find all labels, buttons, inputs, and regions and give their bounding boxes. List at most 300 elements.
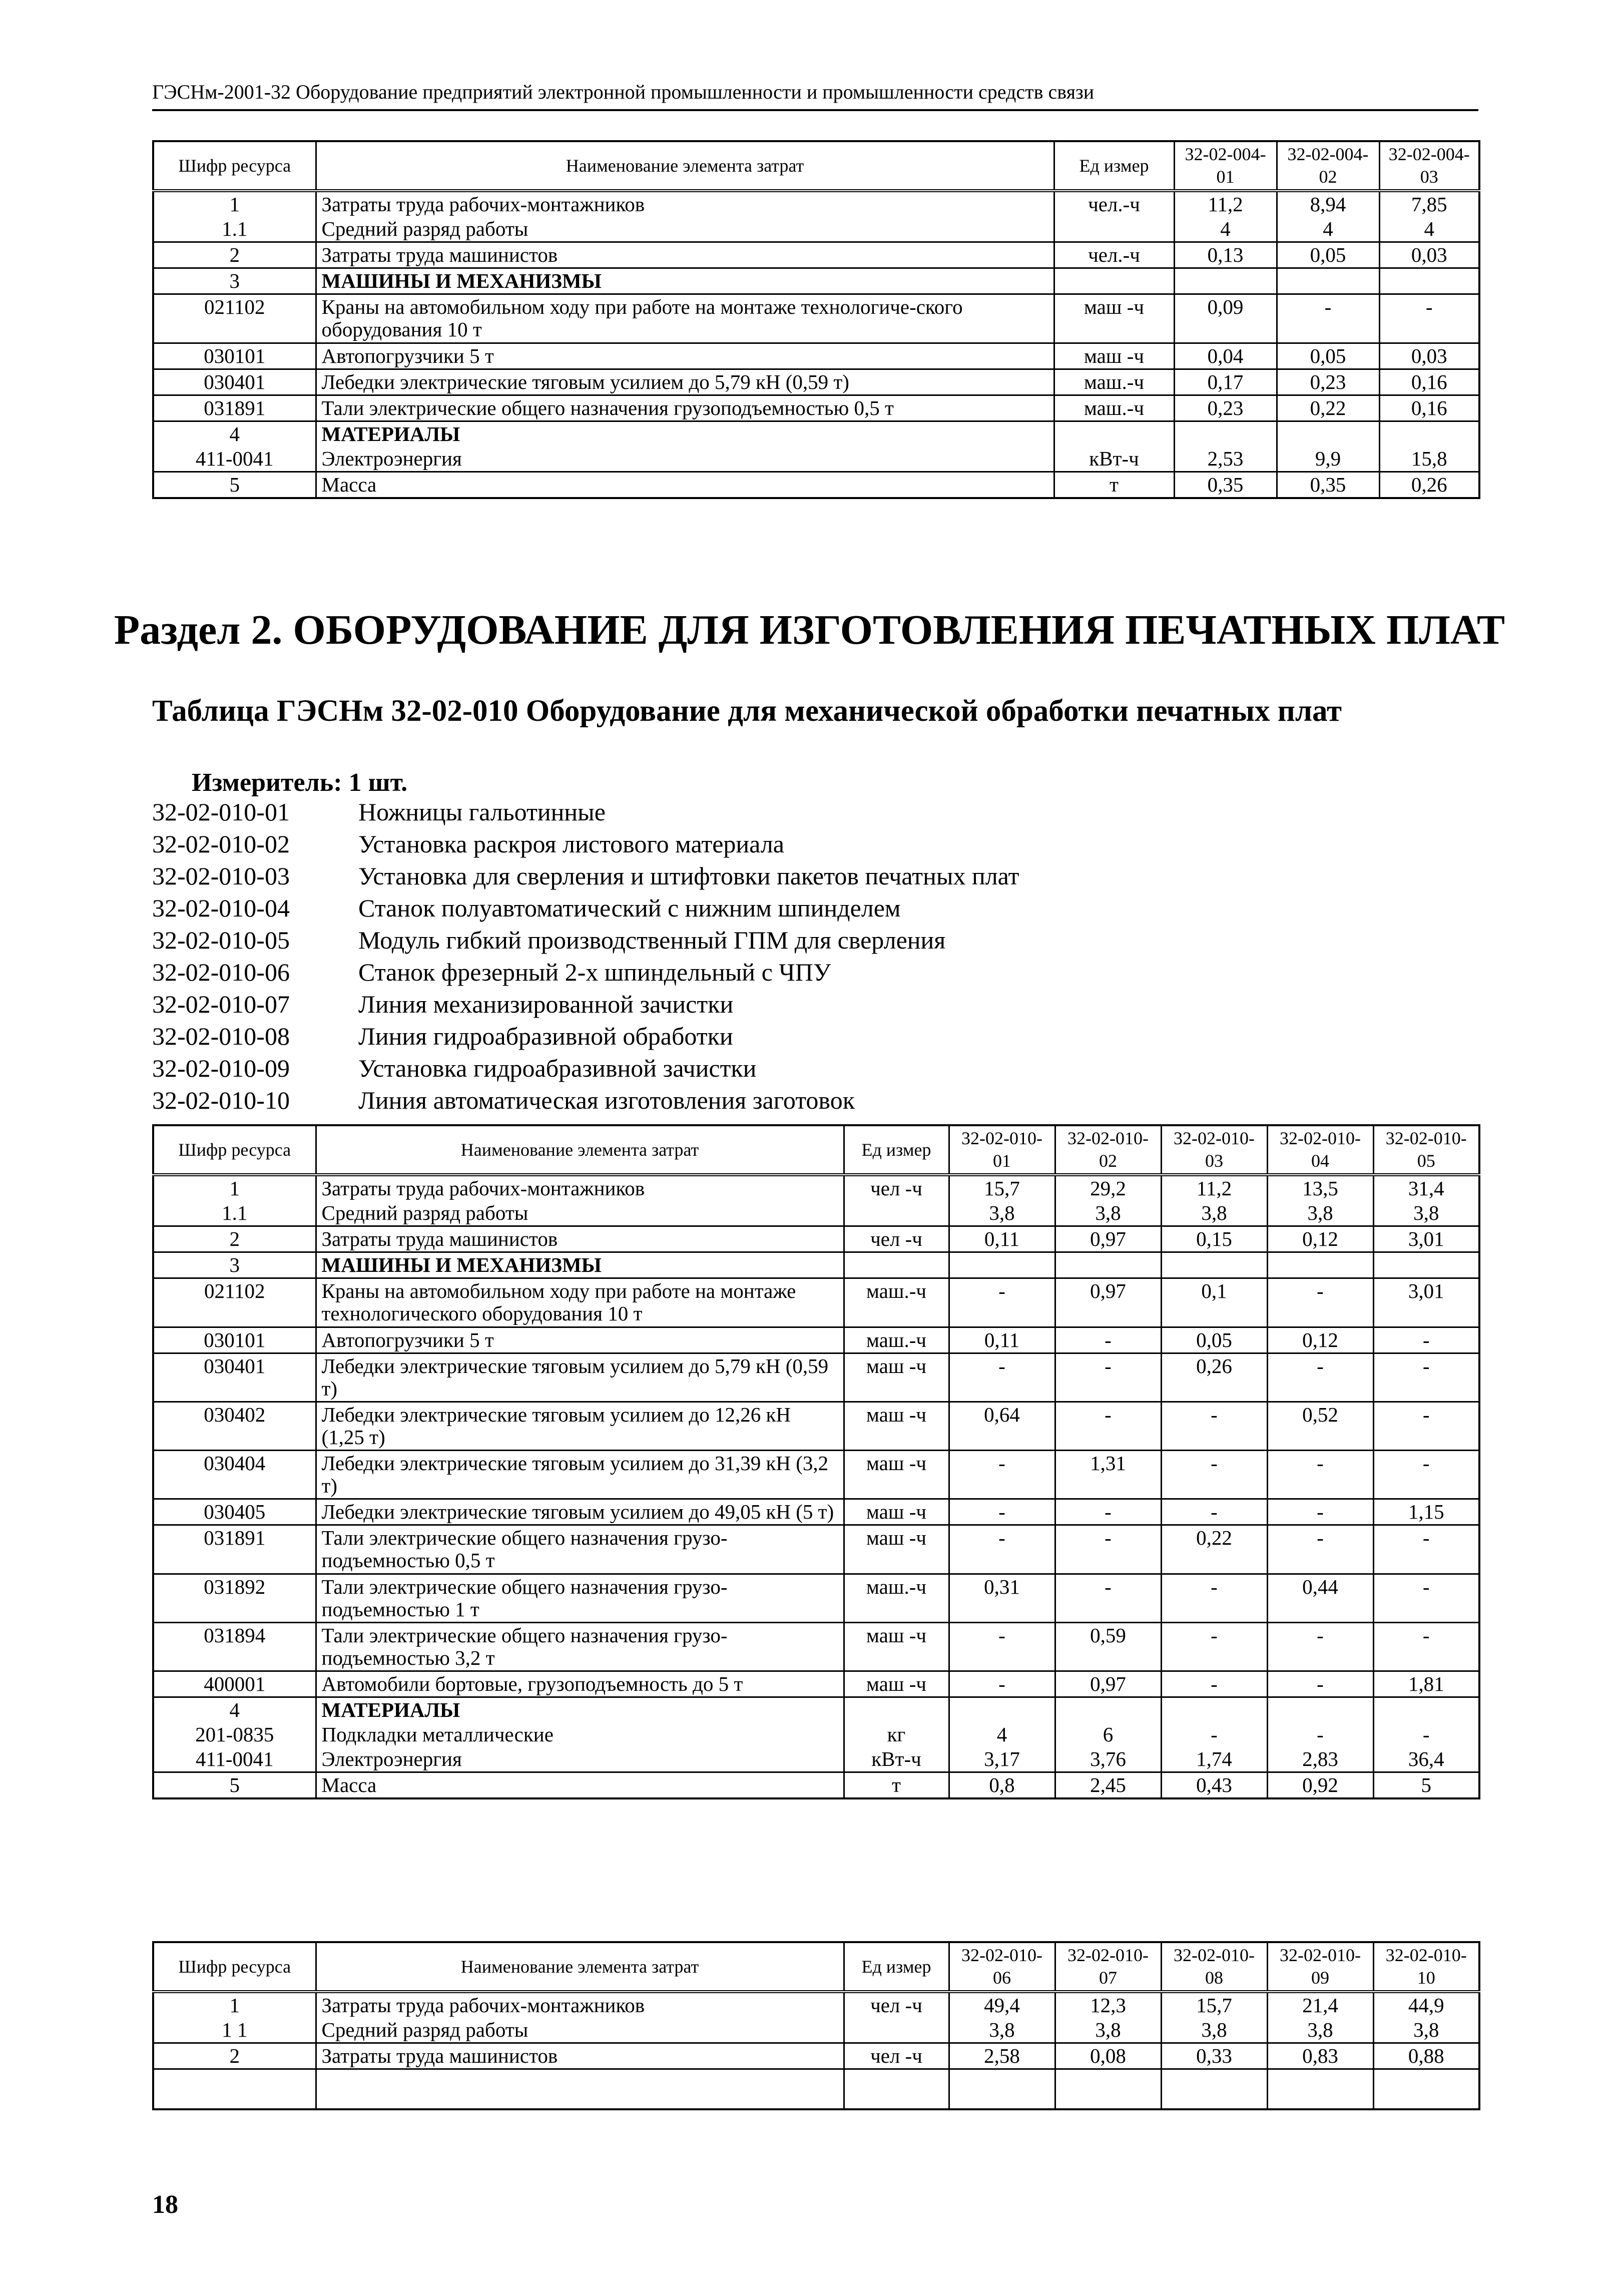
row-name: МАШИНЫ И МЕХАНИЗМЫ xyxy=(316,1252,844,1278)
row-code: 3 xyxy=(153,1252,316,1278)
col-header-norm: 32-02-010-01 xyxy=(949,1125,1055,1175)
list-item xyxy=(152,956,1019,988)
measure-label: Измеритель: xyxy=(192,768,342,797)
row-value: 0,16 xyxy=(1379,395,1479,421)
row-value xyxy=(1161,1697,1267,1722)
item-name: Установка раскроя листового материала xyxy=(358,830,784,858)
table-row-empty xyxy=(153,2069,1479,2109)
row-name: Средний разряд работы xyxy=(316,2018,844,2043)
row-value: 0,12 xyxy=(1267,1226,1373,1252)
col-header-unit: Ед измер xyxy=(844,1942,949,1992)
row-unit xyxy=(1054,217,1174,242)
row-value: - xyxy=(1161,1622,1267,1671)
item-code: 32-02-010-02 xyxy=(152,830,290,858)
row-unit: маш -ч xyxy=(1054,343,1174,369)
row-unit xyxy=(844,1201,949,1226)
running-header: ГЭСНм-2001-32 Оборудование предприятий электронной промышленности и промышленности средств связи xyxy=(152,79,1478,111)
row-value: - xyxy=(1267,1278,1373,1327)
list-item xyxy=(152,828,1019,860)
row-code: 021102 xyxy=(153,1278,316,1327)
col-header-norm: 32-02-010-09 xyxy=(1267,1942,1373,1992)
table-row xyxy=(153,1353,1479,1402)
item-list xyxy=(152,796,1019,1116)
row-name: Тали электрические общего назначения грузо-подъемностью 1 т xyxy=(316,1574,844,1622)
table-header-row xyxy=(153,141,1479,191)
row-name: Тали электрические общего назначения грузоподъемностью 0,5 т xyxy=(316,395,1054,421)
row-code: 1 xyxy=(153,1992,316,2018)
item-code: 32-02-010-01 xyxy=(152,798,290,826)
table-row xyxy=(153,1278,1479,1327)
resource-table-32-02-004 xyxy=(152,140,1480,499)
row-value: 12,3 xyxy=(1055,1992,1161,2018)
row-value: 0,03 xyxy=(1379,343,1479,369)
table-row xyxy=(153,2018,1479,2043)
row-value: 3,01 xyxy=(1373,1278,1479,1327)
row-value: 3,8 xyxy=(1161,1201,1267,1226)
row-value: 4 xyxy=(949,1722,1055,1747)
item-name: Линия гидроабразивной обработки xyxy=(358,1022,733,1050)
col-header-norm: 32-02-010-03 xyxy=(1161,1125,1267,1175)
row-code: 4 xyxy=(153,1697,316,1722)
row-value: - xyxy=(1055,1574,1161,1622)
row-name: Затраты труда рабочих-монтажников xyxy=(316,191,1054,217)
row-value: 4 xyxy=(1174,217,1277,242)
row-code: 1 xyxy=(153,191,316,217)
row-value: 1,15 xyxy=(1373,1499,1479,1525)
list-item xyxy=(152,860,1019,892)
item-code: 32-02-010-05 xyxy=(152,926,290,954)
item-name: Установка гидроабразивной зачистки xyxy=(358,1054,757,1082)
row-value: 4 xyxy=(1277,217,1379,242)
row-value: - xyxy=(1055,1327,1161,1353)
row-value: 0,44 xyxy=(1267,1574,1373,1622)
row-unit: маш.-ч xyxy=(844,1278,949,1327)
col-header-norm: 32-02-010-06 xyxy=(949,1942,1055,1992)
empty-cell xyxy=(1161,2069,1267,2109)
col-header-code: Шифр ресурса xyxy=(153,141,316,191)
row-code: 4 xyxy=(153,421,316,446)
row-unit: маш -ч xyxy=(844,1402,949,1450)
row-value: 0,88 xyxy=(1373,2043,1479,2069)
item-code: 32-02-010-03 xyxy=(152,862,290,890)
row-value: 0,35 xyxy=(1174,472,1277,499)
table-row xyxy=(153,1722,1479,1747)
row-value: - xyxy=(1373,1451,1479,1499)
table-row xyxy=(153,1574,1479,1622)
row-code: 030401 xyxy=(153,369,316,395)
row-name: Электроэнергия xyxy=(316,446,1054,472)
table-row xyxy=(153,1772,1479,1799)
row-value: - xyxy=(1055,1402,1161,1450)
row-value xyxy=(1174,421,1277,446)
table-row xyxy=(153,1327,1479,1353)
row-value: 31,4 xyxy=(1373,1175,1479,1201)
item-name: Ножницы гальотинные xyxy=(358,798,606,826)
row-value: 3,01 xyxy=(1373,1226,1479,1252)
row-value: 0,83 xyxy=(1267,2043,1373,2069)
row-name: Масса xyxy=(316,472,1054,499)
row-value: - xyxy=(1055,1353,1161,1402)
row-value: - xyxy=(1161,1499,1267,1525)
row-value: 7,85 xyxy=(1379,191,1479,217)
row-value: 0,04 xyxy=(1174,343,1277,369)
row-code: 1 1 xyxy=(153,2018,316,2043)
item-name: Станок полуавтоматический с нижним шпинделем xyxy=(358,894,901,922)
row-value: - xyxy=(949,1451,1055,1499)
row-name: Лебедки электрические тяговым усилием до 31,39 кН (3,2 т) xyxy=(316,1451,844,1499)
table-row xyxy=(153,1175,1479,1201)
row-unit: чел -ч xyxy=(844,2043,949,2069)
col-header-norm: 32-02-004-02 xyxy=(1277,141,1379,191)
row-value xyxy=(949,1252,1055,1278)
row-value: - xyxy=(1373,1353,1479,1402)
row-value: - xyxy=(1267,1722,1373,1747)
row-name: Средний разряд работы xyxy=(316,217,1054,242)
row-value: 3,8 xyxy=(1373,1201,1479,1226)
row-value: 3,8 xyxy=(1267,2018,1373,2043)
row-unit: маш -ч xyxy=(844,1525,949,1574)
table-row xyxy=(153,395,1479,421)
row-value: 3,17 xyxy=(949,1747,1055,1772)
empty-cell xyxy=(1055,2069,1161,2109)
row-unit: кВт-ч xyxy=(1054,446,1174,472)
table-row xyxy=(153,1451,1479,1499)
empty-cell xyxy=(949,2069,1055,2109)
row-value xyxy=(1277,268,1379,294)
row-value: 3,8 xyxy=(1161,2018,1267,2043)
row-unit: кг xyxy=(844,1722,949,1747)
row-unit: маш.-ч xyxy=(1054,369,1174,395)
resource-table-32-02-010-a xyxy=(152,1124,1480,1799)
row-value: - xyxy=(949,1499,1055,1525)
col-header-code: Шифр ресурса xyxy=(153,1125,316,1175)
row-value: 0,05 xyxy=(1161,1327,1267,1353)
row-value: 0,13 xyxy=(1174,242,1277,268)
row-value: - xyxy=(1373,1327,1479,1353)
empty-cell xyxy=(1373,2069,1479,2109)
item-name: Модуль гибкий производственный ГПМ для сверления xyxy=(358,926,946,954)
row-unit: маш -ч xyxy=(844,1451,949,1499)
row-unit: маш.-ч xyxy=(844,1327,949,1353)
table-row xyxy=(153,268,1479,294)
row-value: 0,09 xyxy=(1174,294,1277,343)
row-name: Краны на автомобильном ходу при работе на монтаже технологического оборудования 10 т xyxy=(316,1278,844,1327)
item-code: 32-02-010-06 xyxy=(152,958,290,986)
row-value: - xyxy=(1373,1402,1479,1450)
row-value: 44,9 xyxy=(1373,1992,1479,2018)
col-header-norm: 32-02-010-02 xyxy=(1055,1125,1161,1175)
item-code: 32-02-010-09 xyxy=(152,1054,290,1082)
row-value xyxy=(949,1697,1055,1722)
row-unit: чел -ч xyxy=(844,1175,949,1201)
row-value: 2,45 xyxy=(1055,1772,1161,1799)
row-name: Затраты труда машинистов xyxy=(316,242,1054,268)
row-value: 0,17 xyxy=(1174,369,1277,395)
row-unit xyxy=(844,2018,949,2043)
empty-cell xyxy=(844,2069,949,2109)
col-header-norm: 32-02-010-10 xyxy=(1373,1942,1479,1992)
row-value: 0,22 xyxy=(1161,1525,1267,1574)
col-header-norm: 32-02-004-01 xyxy=(1174,141,1277,191)
row-unit: маш -ч xyxy=(844,1622,949,1671)
row-value: 0,26 xyxy=(1161,1353,1267,1402)
row-value: 0,23 xyxy=(1277,369,1379,395)
row-value xyxy=(1373,1697,1479,1722)
row-unit: кВт-ч xyxy=(844,1747,949,1772)
row-code: 2 xyxy=(153,242,316,268)
row-name: Автопогрузчики 5 т xyxy=(316,343,1054,369)
row-value: 3,8 xyxy=(1267,1201,1373,1226)
row-unit xyxy=(1054,268,1174,294)
table-row xyxy=(153,1226,1479,1252)
row-value xyxy=(1055,1697,1161,1722)
row-value: 0,64 xyxy=(949,1402,1055,1450)
row-value: 49,4 xyxy=(949,1992,1055,2018)
row-value: 0,97 xyxy=(1055,1671,1161,1697)
empty-cell xyxy=(153,2069,316,2109)
row-name: Лебедки электрические тяговым усилием до 5,79 кН (0,59 т) xyxy=(316,1353,844,1402)
row-value: 21,4 xyxy=(1267,1992,1373,2018)
row-value: 11,2 xyxy=(1161,1175,1267,1201)
table-row xyxy=(153,343,1479,369)
col-header-name: Наименование элемента затрат xyxy=(316,141,1054,191)
row-value: - xyxy=(1267,1353,1373,1402)
row-value: 1,74 xyxy=(1161,1747,1267,1772)
row-name: Подкладки металлические xyxy=(316,1722,844,1747)
row-value xyxy=(1055,1252,1161,1278)
row-value xyxy=(1373,1252,1479,1278)
row-value: - xyxy=(949,1622,1055,1671)
row-value: - xyxy=(1161,1671,1267,1697)
list-item xyxy=(152,1084,1019,1116)
row-unit: маш.-ч xyxy=(1054,395,1174,421)
row-value xyxy=(1161,1252,1267,1278)
table-row xyxy=(153,472,1479,499)
row-name: МАТЕРИАЛЫ xyxy=(316,421,1054,446)
section-title: Раздел 2. ОБОРУДОВАНИЕ ДЛЯ ИЗГОТОВЛЕНИЯ ПЕЧАТНЫХ ПЛАТ xyxy=(114,607,1505,653)
table-header-row xyxy=(153,1942,1479,1992)
row-code: 1.1 xyxy=(153,217,316,242)
col-header-unit: Ед измер xyxy=(844,1125,949,1175)
row-value: 0,52 xyxy=(1267,1402,1373,1450)
row-code: 2 xyxy=(153,2043,316,2069)
row-value: 2,53 xyxy=(1174,446,1277,472)
col-header-name: Наименование элемента затрат xyxy=(316,1942,844,1992)
row-value: 0,23 xyxy=(1174,395,1277,421)
row-value: - xyxy=(1267,1671,1373,1697)
row-value: - xyxy=(1055,1525,1161,1574)
list-item xyxy=(152,924,1019,956)
table-row xyxy=(153,369,1479,395)
table-row xyxy=(153,1201,1479,1226)
row-code: 1.1 xyxy=(153,1201,316,1226)
row-value xyxy=(1379,268,1479,294)
table-row xyxy=(153,1525,1479,1574)
table-header-row xyxy=(153,1125,1479,1175)
row-value: - xyxy=(1373,1574,1479,1622)
row-name: Тали электрические общего назначения грузо-подъемностью 0,5 т xyxy=(316,1525,844,1574)
list-item xyxy=(152,1020,1019,1052)
row-name: Автомобили бортовые, грузоподъемность до 5 т xyxy=(316,1671,844,1697)
row-name: Масса xyxy=(316,1772,844,1799)
table-row xyxy=(153,1252,1479,1278)
row-name: Затраты труда машинистов xyxy=(316,1226,844,1252)
row-value: - xyxy=(1055,1499,1161,1525)
row-unit xyxy=(844,1697,949,1722)
row-value: 0,92 xyxy=(1267,1772,1373,1799)
row-value: - xyxy=(949,1671,1055,1697)
row-code: 5 xyxy=(153,1772,316,1799)
row-value: 8,94 xyxy=(1277,191,1379,217)
row-value: 0,8 xyxy=(949,1772,1055,1799)
row-value: - xyxy=(949,1278,1055,1327)
table-row xyxy=(153,1992,1479,2018)
row-code: 411-0041 xyxy=(153,1747,316,1772)
row-value: 3,8 xyxy=(1055,2018,1161,2043)
row-value: - xyxy=(1267,1525,1373,1574)
row-value: 0,97 xyxy=(1055,1278,1161,1327)
row-value: 15,7 xyxy=(949,1175,1055,1201)
row-code: 031892 xyxy=(153,1574,316,1622)
row-value: 0,43 xyxy=(1161,1772,1267,1799)
row-code: 201-0835 xyxy=(153,1722,316,1747)
row-code: 031891 xyxy=(153,395,316,421)
row-value xyxy=(1174,268,1277,294)
table-row xyxy=(153,1622,1479,1671)
empty-cell xyxy=(1267,2069,1373,2109)
row-code: 030401 xyxy=(153,1353,316,1402)
list-item xyxy=(152,1052,1019,1084)
row-code: 030402 xyxy=(153,1402,316,1450)
row-unit: чел.-ч xyxy=(1054,191,1174,217)
table-row xyxy=(153,191,1479,217)
row-value: - xyxy=(1373,1622,1479,1671)
row-code: 030101 xyxy=(153,1327,316,1353)
table-title: Таблица ГЭСНм 32-02-010 Оборудование для механической обработки печатных плат xyxy=(152,694,1342,728)
row-unit: маш -ч xyxy=(844,1499,949,1525)
row-value: 0,15 xyxy=(1161,1226,1267,1252)
table-row xyxy=(153,446,1479,472)
row-value: 0,03 xyxy=(1379,242,1479,268)
measure-value: 1 шт. xyxy=(348,768,408,797)
table-row xyxy=(153,1499,1479,1525)
row-code: 030404 xyxy=(153,1451,316,1499)
row-value: - xyxy=(1373,1525,1479,1574)
row-code: 5 xyxy=(153,472,316,499)
row-code: 021102 xyxy=(153,294,316,343)
row-unit: маш -ч xyxy=(844,1671,949,1697)
row-name: Средний разряд работы xyxy=(316,1201,844,1226)
row-value xyxy=(1277,421,1379,446)
row-value: - xyxy=(949,1353,1055,1402)
row-value: 0,26 xyxy=(1379,472,1479,499)
row-value: 5 xyxy=(1373,1772,1479,1799)
row-unit: маш.-ч xyxy=(844,1574,949,1622)
row-value: 13,5 xyxy=(1267,1175,1373,1201)
row-value xyxy=(1379,421,1479,446)
row-unit xyxy=(1054,421,1174,446)
row-name: Затраты труда рабочих-монтажников xyxy=(316,1175,844,1201)
row-value: 3,8 xyxy=(1055,1201,1161,1226)
item-code: 32-02-010-08 xyxy=(152,1022,290,1050)
row-value: - xyxy=(1267,1622,1373,1671)
row-value: 0,22 xyxy=(1277,395,1379,421)
row-value xyxy=(1267,1252,1373,1278)
row-unit: чел -ч xyxy=(844,1226,949,1252)
row-code: 030405 xyxy=(153,1499,316,1525)
item-name: Линия автоматическая изготовления заготовок xyxy=(358,1086,855,1114)
page-number: 18 xyxy=(152,2190,178,2219)
row-value: 0,08 xyxy=(1055,2043,1161,2069)
col-header-norm: 32-02-010-04 xyxy=(1267,1125,1373,1175)
row-value: 0,11 xyxy=(949,1327,1055,1353)
row-value: 0,16 xyxy=(1379,369,1479,395)
row-name: Затраты труда машинистов xyxy=(316,2043,844,2069)
table-row xyxy=(153,1402,1479,1450)
row-code: 031894 xyxy=(153,1622,316,1671)
table-row xyxy=(153,2043,1479,2069)
row-name: Автопогрузчики 5 т xyxy=(316,1327,844,1353)
table-row xyxy=(153,217,1479,242)
item-name: Станок фрезерный 2-х шпиндельный с ЧПУ xyxy=(358,958,831,986)
row-unit xyxy=(844,1252,949,1278)
row-value: 0,31 xyxy=(949,1574,1055,1622)
col-header-name: Наименование элемента затрат xyxy=(316,1125,844,1175)
row-unit: т xyxy=(844,1772,949,1799)
table-row xyxy=(153,294,1479,343)
col-header-code: Шифр ресурса xyxy=(153,1942,316,1992)
item-name: Установка для сверления и штифтовки пакетов печатных плат xyxy=(358,862,1019,890)
row-name: Лебедки электрические тяговым усилием до 5,79 кН (0,59 т) xyxy=(316,369,1054,395)
row-value: 29,2 xyxy=(1055,1175,1161,1201)
list-item xyxy=(152,988,1019,1020)
row-value: 3,8 xyxy=(949,2018,1055,2043)
row-value: 9,9 xyxy=(1277,446,1379,472)
row-value: 3,76 xyxy=(1055,1747,1161,1772)
row-value: - xyxy=(1277,294,1379,343)
row-name: Тали электрические общего назначения грузо-подъемностью 3,2 т xyxy=(316,1622,844,1671)
row-value: 3,8 xyxy=(949,1201,1055,1226)
row-name: Краны на автомобильном ходу при работе на монтаже технологиче-ского оборудования 10 т xyxy=(316,294,1054,343)
table-row xyxy=(153,1671,1479,1697)
row-unit: чел.-ч xyxy=(1054,242,1174,268)
table-row xyxy=(153,242,1479,268)
list-item xyxy=(152,892,1019,924)
row-value: 15,8 xyxy=(1379,446,1479,472)
row-value: 2,83 xyxy=(1267,1747,1373,1772)
row-value: 15,7 xyxy=(1161,1992,1267,2018)
item-code: 32-02-010-07 xyxy=(152,990,290,1018)
empty-cell xyxy=(316,2069,844,2109)
row-value: 0,35 xyxy=(1277,472,1379,499)
row-code: 3 xyxy=(153,268,316,294)
row-value: - xyxy=(1161,1451,1267,1499)
row-value: 0,11 xyxy=(949,1226,1055,1252)
row-value: 0,97 xyxy=(1055,1226,1161,1252)
row-value: 1,81 xyxy=(1373,1671,1479,1697)
row-value: 6 xyxy=(1055,1722,1161,1747)
row-value: - xyxy=(1161,1722,1267,1747)
row-value: 0,59 xyxy=(1055,1622,1161,1671)
row-code: 1 xyxy=(153,1175,316,1201)
col-header-unit: Ед измер xyxy=(1054,141,1174,191)
row-name: Электроэнергия xyxy=(316,1747,844,1772)
row-code: 411-0041 xyxy=(153,446,316,472)
row-value: - xyxy=(1161,1402,1267,1450)
row-value xyxy=(1267,1697,1373,1722)
row-value: 2,58 xyxy=(949,2043,1055,2069)
row-name: МАШИНЫ И МЕХАНИЗМЫ xyxy=(316,268,1054,294)
